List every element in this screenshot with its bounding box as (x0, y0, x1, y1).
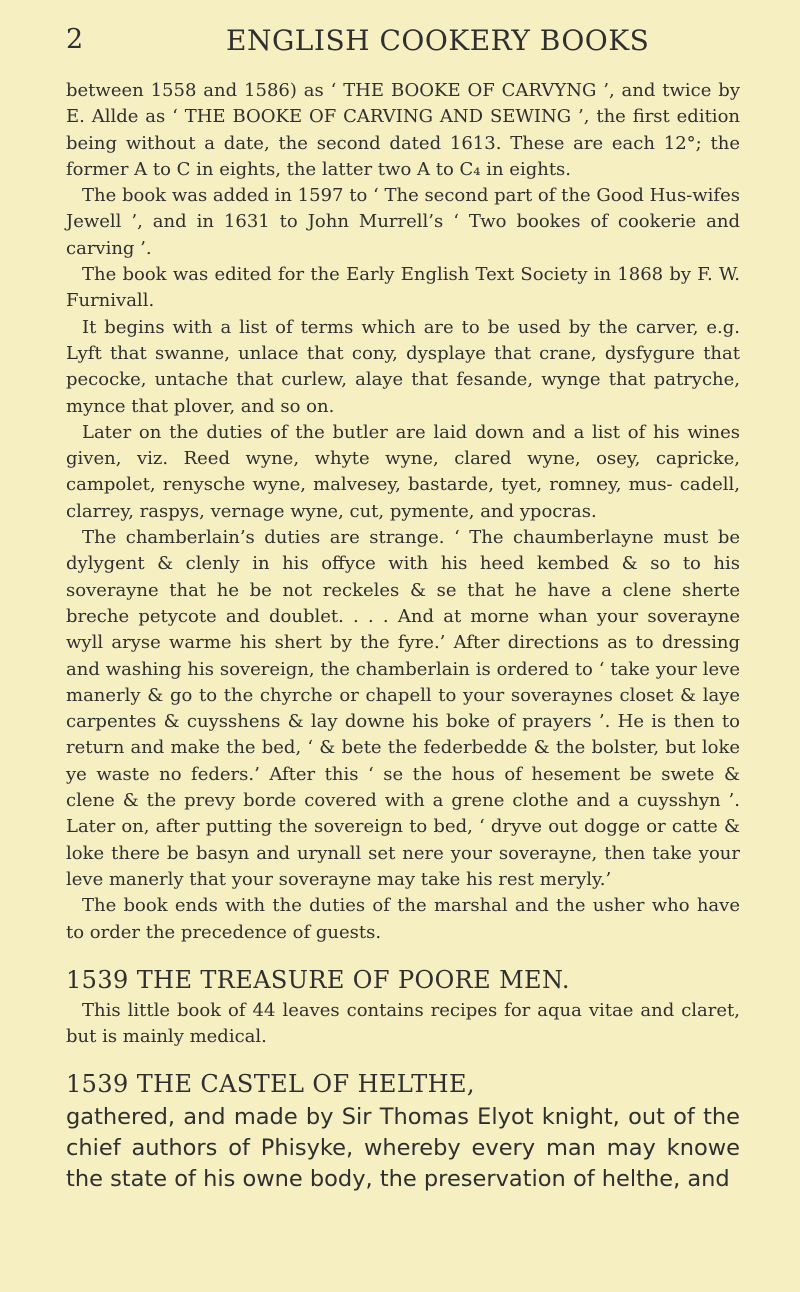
paragraph: It begins with a list of terms which are to be used by the carver, e.g. Lyft that swanne, unlace that cony, dysplaye that crane, dysfygure that pecocke, untache that curlew, alaye that fesande, wynge that patryche, mynce that plover, and so on. (66, 316, 740, 417)
page-header (66, 0, 740, 78)
body-text (66, 78, 740, 946)
paragraph: between 1558 and 1586) as ‘ THE BOOKE OF CARVYNG ’, and twice by E. Allde as ‘ THE BOOKE OF CARVING AND SEWING ’, the first edition being without a date, the second dated 1613. These are each 12°; the former A to C in eights, the latter two A to C₄ in eights. (66, 80, 740, 180)
entry-castel-of-helthe (66, 1068, 740, 1195)
entry-description: This little book of 44 leaves contains recipes for aqua vitae and claret, but is mainly medical. (66, 999, 740, 1048)
entry-heading: 1539 THE TREASURE OF POORE MEN. (66, 965, 570, 994)
entry-title-continuation: gathered, and made by Sir Thomas Elyot knight, out of the chief authors of Phisyke, whereby every man may knowe the state of his owne body, the preservation of helthe, and (66, 1104, 740, 1193)
entry-treasure-of-poore-men (66, 964, 740, 1051)
paragraph: The book was added in 1597 to ‘ The second part of the Good Hus-wifes Jewell ’, and in 1631 to John Murrell’s ‘ Two bookes of cookerie and carving ’. (66, 185, 740, 259)
entry-heading: 1539 THE CASTEL OF HELTHE, (66, 1070, 475, 1099)
paragraph: The book ends with the duties of the marshal and the usher who have to order the precedence of guests. (66, 895, 740, 943)
running-title: ENGLISH COOKERY BOOKS (226, 24, 650, 57)
paragraph: The book was edited for the Early English Text Society in 1868 by F. W. Furnivall. (66, 264, 740, 312)
page-number: 2 (66, 24, 84, 55)
paragraph: Later on the duties of the butler are laid down and a list of his wines given, viz. Reed wyne, whyte wyne, clared wyne, osey, capricke, campolet, renysche wyne, malvesey, bastarde, tyet, romney, mus- cadell, clarrey, raspys, vernage wyne, cut, pymente, and ypocras. (66, 421, 740, 522)
paragraph: The chamberlain’s duties are strange. ‘ The chaumberlayne must be dylygent & clenly in his offyce with his heed kembed & so to his soverayne that he be not reckeles & se that he have a clene sherte breche petycote and doublet. . . . And at morne whan your soverayne wyll aryse warme his shert by the fyre.’ After directions as to dressing and washing his sovereign, the chamberlain is ordered to ‘ take your leve manerly & go to the chyrche or chapell to your soveraynes closet & laye carpentes & cuysshens & lay downe his boke of prayers ’. He is then to return and make the bed, ‘ & bete the federbedde & the bolster, but loke ye waste no feders.’ After this ‘ se the hous of hesement be swete & clene & the prevy borde covered with a grene clothe and a cuysshyn ’. Later on, after putting the sovereign to bed, ‘ dryve out dogge or catte & loke there be basyn and urynall set nere your soverayne, then take your leve manerly that your soverayne may take his rest meryly.’ (66, 527, 740, 890)
